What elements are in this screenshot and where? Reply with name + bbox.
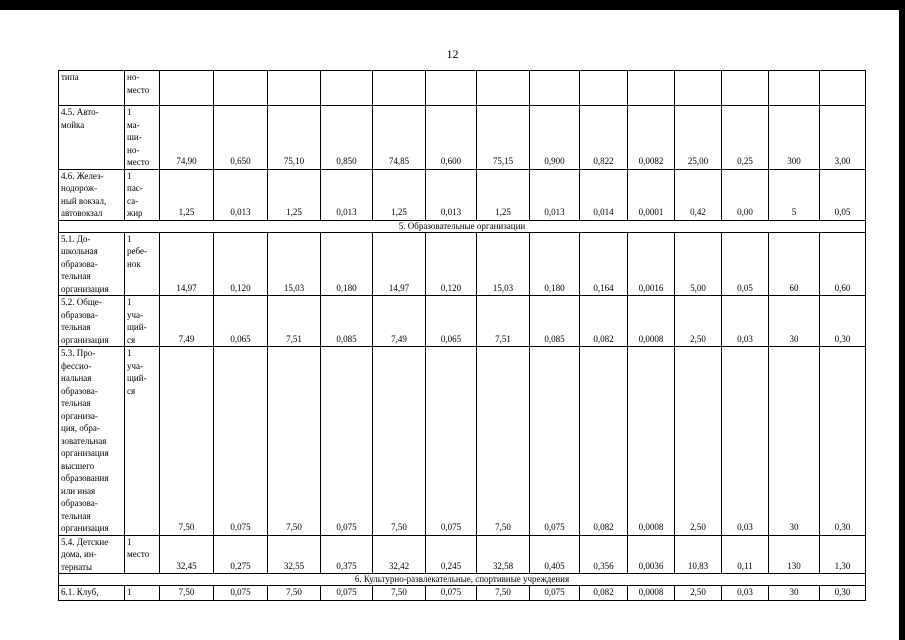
value-cell <box>321 71 373 106</box>
value-cell: 0,013 <box>321 169 373 220</box>
value-cell: 14,97 <box>160 232 214 296</box>
value-cell: 0,075 <box>214 586 268 601</box>
unit-cell: но- место <box>125 71 160 106</box>
value-cell: 2,50 <box>675 347 722 536</box>
value-cell: 1,25 <box>477 169 530 220</box>
unit-cell: 1 ребе- нок <box>125 232 160 296</box>
value-cell: 0,065 <box>426 296 477 347</box>
value-cell: 0,013 <box>214 169 268 220</box>
value-cell: 1,30 <box>820 535 866 574</box>
value-cell <box>426 71 477 106</box>
value-cell: 0,013 <box>426 169 477 220</box>
value-cell: 2,50 <box>675 296 722 347</box>
value-cell: 0,00 <box>722 169 769 220</box>
value-cell: 1,25 <box>268 169 321 220</box>
value-cell: 7,50 <box>373 347 426 536</box>
value-cell: 75,15 <box>477 106 530 170</box>
value-cell: 0,075 <box>321 586 373 601</box>
value-cell: 74,90 <box>160 106 214 170</box>
value-cell: 0,180 <box>530 232 580 296</box>
value-cell <box>373 71 426 106</box>
value-cell: 32,45 <box>160 535 214 574</box>
value-cell: 0,11 <box>722 535 769 574</box>
value-cell: 0,30 <box>820 586 866 601</box>
value-cell: 0,245 <box>426 535 477 574</box>
table-body <box>59 71 866 601</box>
value-cell: 7,50 <box>477 586 530 601</box>
value-cell: 0,082 <box>580 347 628 536</box>
value-cell: 0,075 <box>426 347 477 536</box>
value-cell: 0,25 <box>722 106 769 170</box>
value-cell: 1,25 <box>373 169 426 220</box>
unit-cell: 1 ма- ши- но- место <box>125 106 160 170</box>
value-cell: 300 <box>769 106 820 170</box>
value-cell: 7,50 <box>477 347 530 536</box>
value-cell: 3,00 <box>820 106 866 170</box>
value-cell: 0,075 <box>321 347 373 536</box>
value-cell: 32,58 <box>477 535 530 574</box>
value-cell: 0,275 <box>214 535 268 574</box>
value-cell: 0,900 <box>530 106 580 170</box>
value-cell: 7,49 <box>160 296 214 347</box>
value-cell <box>477 71 530 106</box>
section-row <box>59 220 866 232</box>
value-cell: 75,10 <box>268 106 321 170</box>
value-cell: 0,180 <box>321 232 373 296</box>
value-cell <box>769 71 820 106</box>
value-cell: 7,50 <box>160 347 214 536</box>
value-cell: 10,83 <box>675 535 722 574</box>
value-cell: 15,03 <box>268 232 321 296</box>
value-cell: 0,356 <box>580 535 628 574</box>
value-cell: 0,075 <box>530 347 580 536</box>
value-cell: 60 <box>769 232 820 296</box>
value-cell: 0,013 <box>530 169 580 220</box>
value-cell: 0,822 <box>580 106 628 170</box>
value-cell: 14,97 <box>373 232 426 296</box>
value-cell: 0,0001 <box>628 169 675 220</box>
value-cell: 0,60 <box>820 232 866 296</box>
value-cell: 7,50 <box>160 586 214 601</box>
value-cell: 0,075 <box>214 347 268 536</box>
value-cell: 0,082 <box>580 586 628 601</box>
value-cell: 0,42 <box>675 169 722 220</box>
value-cell: 0,30 <box>820 347 866 536</box>
value-cell: 0,085 <box>530 296 580 347</box>
value-cell <box>268 71 321 106</box>
table-row <box>59 232 866 296</box>
unit-cell: 1 уча- щий- ся <box>125 347 160 536</box>
value-cell: 0,085 <box>321 296 373 347</box>
value-cell: 74,85 <box>373 106 426 170</box>
value-cell: 32,42 <box>373 535 426 574</box>
value-cell: 0,650 <box>214 106 268 170</box>
table-row <box>59 71 866 106</box>
value-cell: 0,0036 <box>628 535 675 574</box>
value-cell: 0,375 <box>321 535 373 574</box>
value-cell <box>722 71 769 106</box>
page-number: 12 <box>446 47 459 61</box>
value-cell <box>628 71 675 106</box>
value-cell: 30 <box>769 296 820 347</box>
norms-table <box>58 70 866 601</box>
value-cell: 7,49 <box>373 296 426 347</box>
value-cell: 0,075 <box>530 586 580 601</box>
value-cell: 15,03 <box>477 232 530 296</box>
value-cell: 0,0008 <box>628 296 675 347</box>
value-cell <box>675 71 722 106</box>
value-cell: 130 <box>769 535 820 574</box>
value-cell: 32,55 <box>268 535 321 574</box>
table-row <box>59 586 866 601</box>
value-cell: 0,082 <box>580 296 628 347</box>
section-heading: 5. Образовательные организации <box>59 220 866 232</box>
value-cell: 0,014 <box>580 169 628 220</box>
unit-cell: 1 пас- са- жир <box>125 169 160 220</box>
value-cell <box>580 71 628 106</box>
value-cell: 0,850 <box>321 106 373 170</box>
value-cell: 5 <box>769 169 820 220</box>
row-label: 5.4. Детские дома, ин- тернаты <box>59 535 125 574</box>
table-row <box>59 347 866 536</box>
value-cell <box>530 71 580 106</box>
row-label: 4.5. Авто- мойка <box>59 106 125 170</box>
value-cell: 0,120 <box>214 232 268 296</box>
unit-cell: 1 <box>125 586 160 601</box>
value-cell: 0,120 <box>426 232 477 296</box>
value-cell <box>160 71 214 106</box>
value-cell: 7,50 <box>268 586 321 601</box>
value-cell: 0,075 <box>426 586 477 601</box>
row-label: 5.1. До- школьная образова- тельная организация <box>59 232 125 296</box>
unit-cell: 1 уча- щий- ся <box>125 296 160 347</box>
value-cell: 0,600 <box>426 106 477 170</box>
row-label: 4.6. Желез- нодорож- ный вокзал, автовокзал <box>59 169 125 220</box>
table-row <box>59 106 866 170</box>
value-cell: 0,03 <box>722 586 769 601</box>
value-cell: 0,30 <box>820 296 866 347</box>
value-cell: 0,0016 <box>628 232 675 296</box>
value-cell <box>214 71 268 106</box>
value-cell: 25,00 <box>675 106 722 170</box>
value-cell: 30 <box>769 347 820 536</box>
value-cell: 7,50 <box>268 347 321 536</box>
value-cell: 0,405 <box>530 535 580 574</box>
value-cell: 0,0008 <box>628 347 675 536</box>
value-cell <box>820 71 866 106</box>
value-cell: 7,50 <box>373 586 426 601</box>
section-row <box>59 574 866 586</box>
value-cell: 1,25 <box>160 169 214 220</box>
value-cell: 7,51 <box>477 296 530 347</box>
value-cell: 0,164 <box>580 232 628 296</box>
value-cell: 0,0008 <box>628 586 675 601</box>
value-cell: 30 <box>769 586 820 601</box>
table-row <box>59 296 866 347</box>
value-cell: 0,0082 <box>628 106 675 170</box>
value-cell: 0,05 <box>722 232 769 296</box>
table-row <box>59 535 866 574</box>
value-cell: 7,51 <box>268 296 321 347</box>
value-cell: 0,065 <box>214 296 268 347</box>
row-label: 5.2. Обще- образова- тельная организация <box>59 296 125 347</box>
row-label: 6.1. Клуб, <box>59 586 125 601</box>
value-cell: 0,03 <box>722 347 769 536</box>
value-cell: 0,03 <box>722 296 769 347</box>
row-label: 5.3. Про- фессио- нальная образова- тельная организа- ция, обра- зовательная организация высшего образования или иная образова- тельная организация <box>59 347 125 536</box>
right-border <box>899 0 905 640</box>
value-cell: 2,50 <box>675 586 722 601</box>
value-cell: 0,05 <box>820 169 866 220</box>
top-border <box>0 0 905 10</box>
section-heading: 6. Культурно-развлекательные, спортивные учреждения <box>59 574 866 586</box>
value-cell: 5,00 <box>675 232 722 296</box>
row-label: типа <box>59 71 125 106</box>
table-row <box>59 169 866 220</box>
unit-cell: 1 место <box>125 535 160 574</box>
